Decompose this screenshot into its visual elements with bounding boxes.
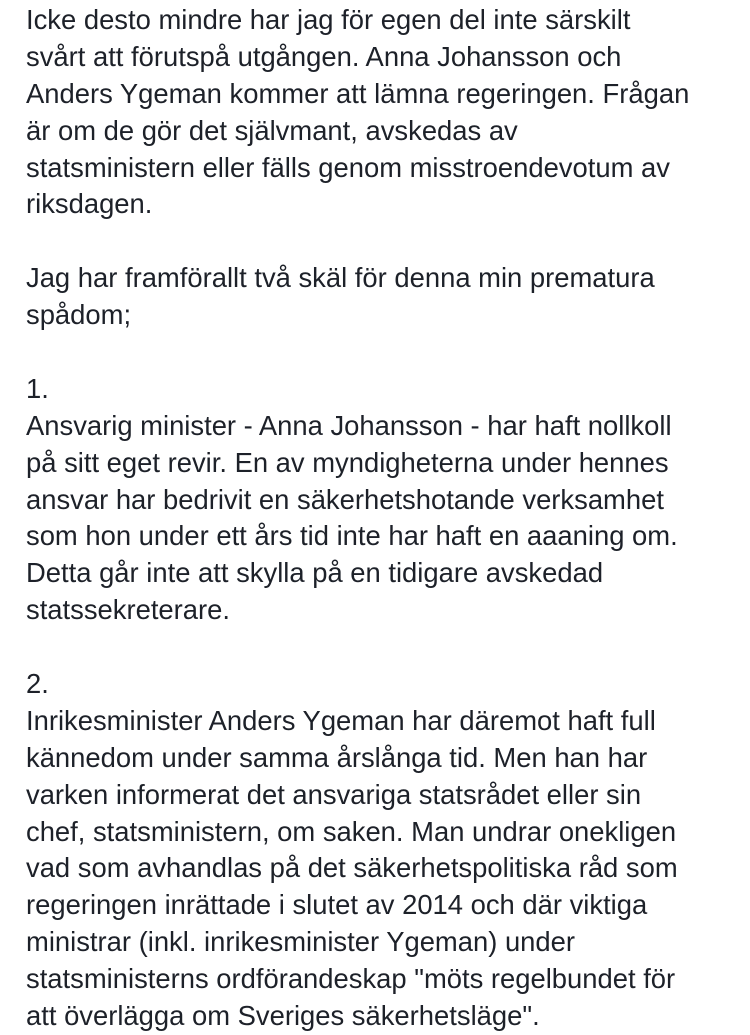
- text-line: ansvar har bedrivit en säkerhetshotande verksamhet: [26, 483, 664, 515]
- text-line: är om de gör det självmant, avskedas av: [26, 114, 518, 146]
- text-line: riksdagen.: [26, 188, 153, 220]
- post-text: [26, 2, 738, 1035]
- text-line: statssekreterare.: [26, 594, 230, 626]
- text-line: regeringen inrättade i slutet av 2014 och där viktiga: [26, 889, 648, 921]
- point-number: 1.: [26, 372, 49, 404]
- text-line: varken informerat det ansvariga statsrådet eller sin: [26, 778, 642, 810]
- text-line: statsministerns ordförandeskap "möts regelbundet för: [26, 963, 676, 995]
- text-line: Ansvarig minister - Anna Johansson - har haft nollkoll: [26, 409, 672, 441]
- text-line: Jag har framförallt två skäl för denna min prematura: [26, 262, 655, 294]
- paragraph-gap: [26, 223, 738, 260]
- text-line: vad som avhandlas på det säkerhetspolitiska råd som: [26, 852, 678, 884]
- point-number: 2.: [26, 668, 49, 700]
- text-line: Icke desto mindre har jag för egen del inte särskilt: [26, 4, 631, 35]
- text-line: statsministern eller fälls genom misstroendevotum av: [26, 151, 670, 183]
- paragraph-reasons: [26, 260, 738, 334]
- text-line: kännedom under samma årslånga tid. Men han har: [26, 741, 648, 773]
- point-one: [26, 371, 738, 629]
- paragraph-gap: [26, 334, 738, 371]
- point-two: [26, 666, 738, 1035]
- text-line: som hon under ett års tid inte har haft en aaaning om.: [26, 520, 678, 552]
- paragraph-gap: [26, 629, 738, 666]
- text-line: Detta går inte att skylla på en tidigare avskedad: [26, 557, 604, 589]
- text-line: spådom;: [26, 299, 132, 331]
- text-line: ministrar (inkl. inrikesminister Ygeman) under: [26, 926, 576, 958]
- text-line: Inrikesminister Anders Ygeman har däremot haft full: [26, 704, 656, 736]
- text-line: att överlägga om Sveriges säkerhetsläge".: [26, 1000, 540, 1032]
- text-line: Anders Ygeman kommer att lämna regeringen. Frågan: [26, 77, 690, 109]
- text-line: svårt att förutspå utgången. Anna Johansson och: [26, 40, 622, 72]
- text-line: chef, statsministern, om saken. Man undrar onekligen: [26, 815, 677, 847]
- text-line: på sitt eget revir. En av myndigheterna under hennes: [26, 446, 669, 478]
- paragraph-intro: [26, 2, 738, 223]
